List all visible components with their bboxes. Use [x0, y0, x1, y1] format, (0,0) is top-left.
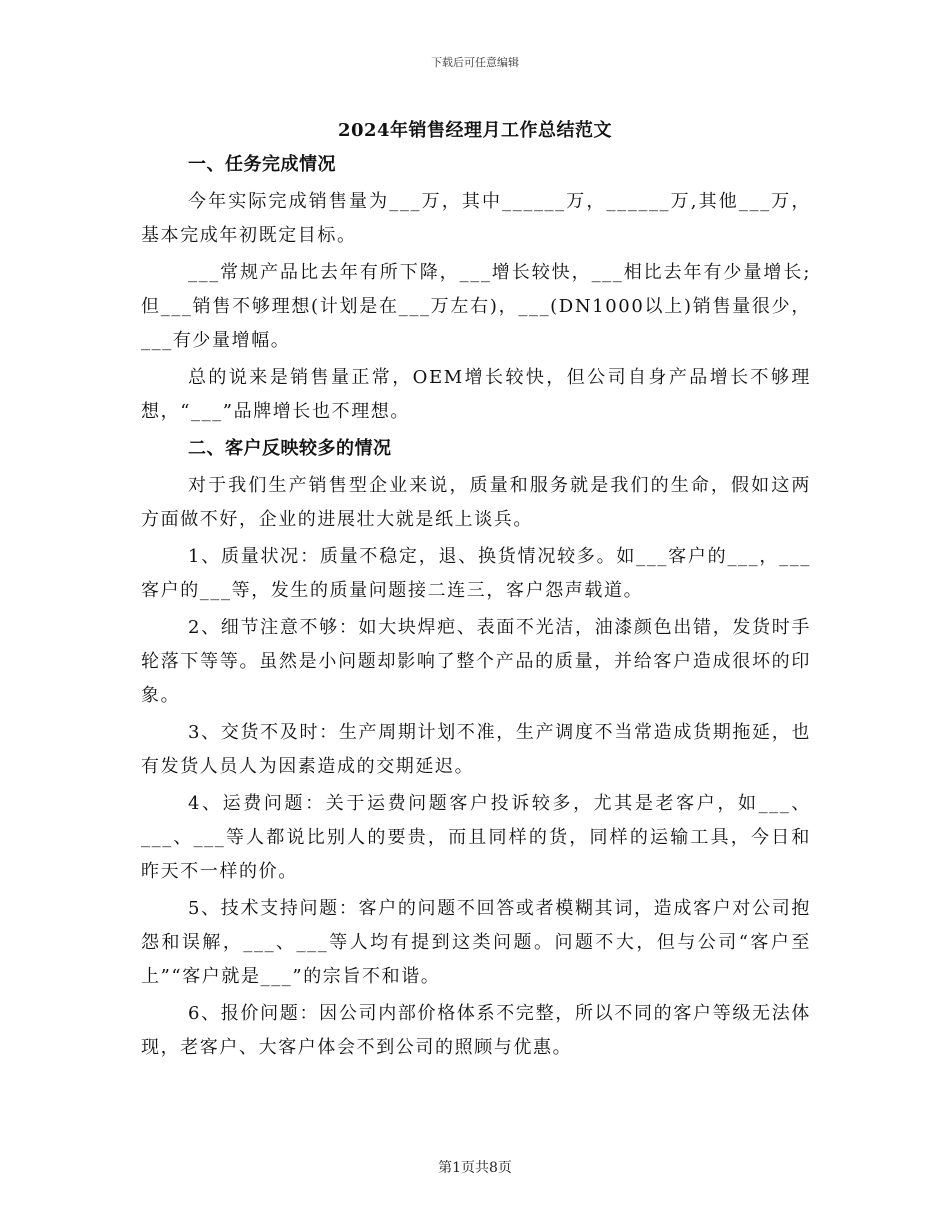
page-number-footer: 第1页共8页 [438, 1160, 512, 1176]
document-body [141, 148, 811, 1065]
document-title: 2024年销售经理月工作总结范文 [337, 120, 613, 141]
paragraph: 总的说来是销售量正常，OEM增长较快，但公司自身产品增长不够理想，“___”品牌增长也不理想。 [141, 367, 811, 422]
paragraph: ___常规产品比去年有所下降，___增长较快，___相比去年有少量增长;但___销售不够理想(计划是在___万左右)，___(DN1000以上)销售量很少，___有少量增幅。 [141, 262, 811, 351]
paragraph: 今年实际完成销售量为___万，其中______万，______万,其他___万，基本完成年初既定目标。 [141, 191, 811, 246]
paragraph: 2、细节注意不够：如大块焊疤、表面不光洁，油漆颜色出错，发货时手轮落下等等。虽然是小问题却影响了整个产品的质量，并给客户造成很坏的印象。 [141, 617, 811, 706]
paragraph: 1、质量状况：质量不稳定，退、换货情况较多。如___客户的___，___客户的___等，发生的质量问题接二连三，客户怨声载道。 [141, 546, 811, 601]
paragraph: 对于我们生产销售型企业来说，质量和服务就是我们的生命，假如这两方面做不好，企业的进展壮大就是纸上谈兵。 [141, 475, 811, 530]
paragraph: 6、报价问题：因公司内部价格体系不完整，所以不同的客户等级无法体现，老客户、大客户体会不到公司的照顾与优惠。 [141, 1003, 811, 1058]
paragraph: 4、运费问题：关于运费问题客户投诉较多，尤其是老客户，如___、___、___等人都说比别人的要贵，而且同样的货，同样的运输工具，今日和昨天不一样的价。 [141, 793, 811, 882]
section-heading-customer-feedback: 二、客户反映较多的情况 [188, 438, 392, 459]
paragraph: 3、交货不及时：生产周期计划不准，生产调度不当常造成货期拖延，也有发货人员人为因素造成的交期延迟。 [141, 722, 811, 777]
page-header-note: 下载后可任意编辑 [431, 56, 519, 69]
section-heading-task-completion: 一、任务完成情况 [188, 154, 336, 175]
paragraph: 5、技术支持问题：客户的问题不回答或者模糊其词，造成客户对公司抱怨和误解，___、___等人均有提到这类问题。问题不大，但与公司“客户至上”“客户就是___”的宗旨不和谐。 [141, 898, 811, 987]
